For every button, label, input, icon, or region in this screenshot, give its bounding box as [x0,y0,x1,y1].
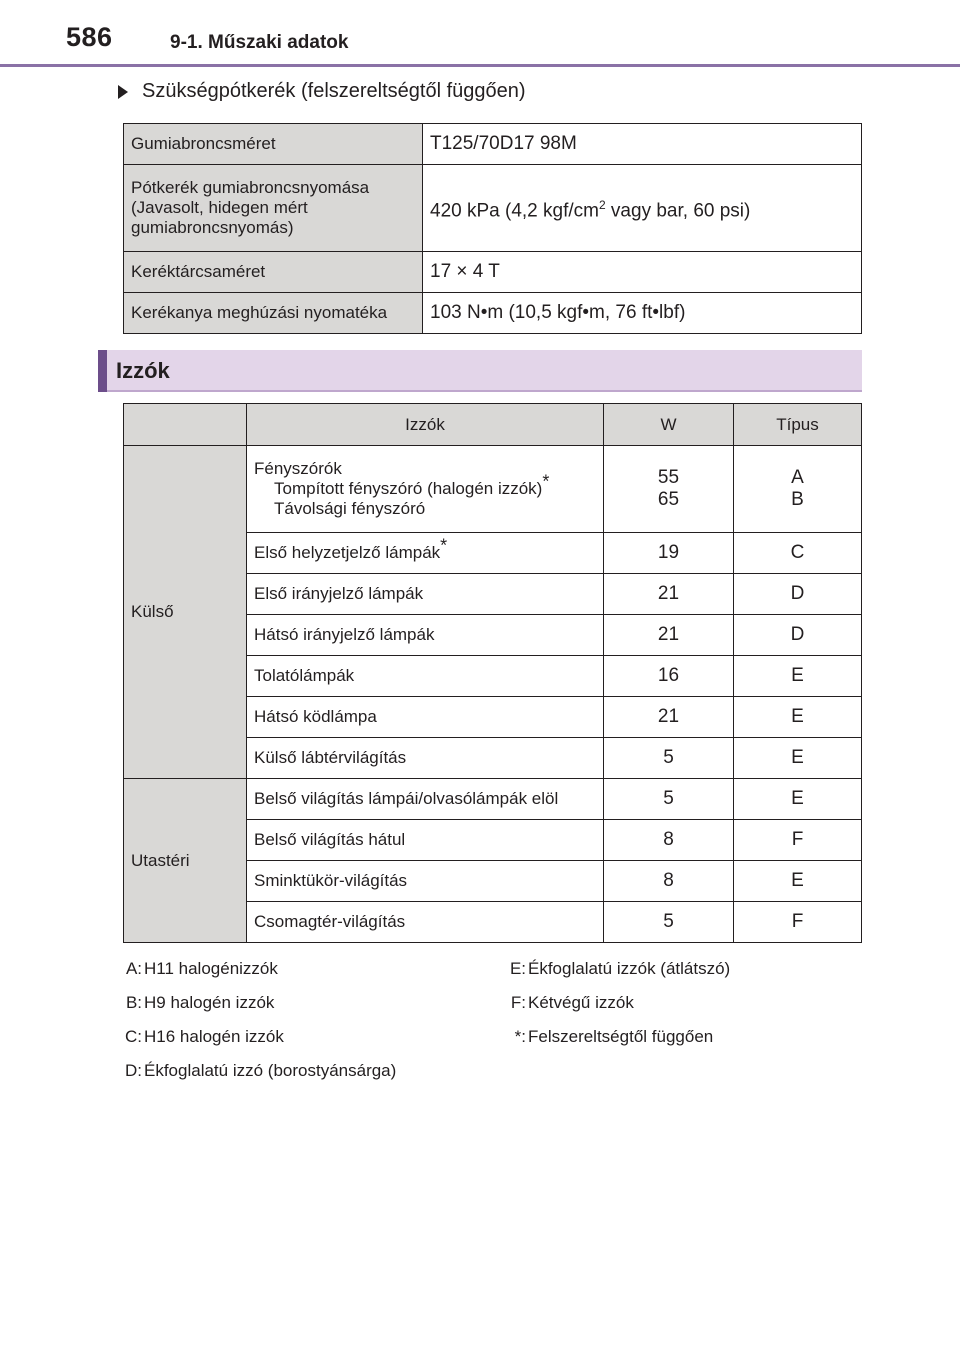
spec-value: 17 × 4 T [423,252,862,293]
spec-key-line: (Javasolt, hidegen mért [131,198,308,217]
headlights-type-cell [734,446,862,533]
table-header-row [124,404,862,446]
legend-item [500,986,730,1020]
bulb-watt: 21 [604,615,734,656]
spec-value: 103 N•m (10,5 kgf•m, 76 ft•lbf) [423,293,862,334]
bulbs-table [123,403,862,943]
legend-text: H9 halogén izzók [144,993,275,1012]
bulb-type: E [734,656,862,697]
spec-key: Gumiabroncsméret [124,124,423,165]
legend-text: Ékfoglalatú izzók (átlátszó) [528,959,731,978]
spec-value [423,165,862,252]
high-beam-type: B [791,489,804,510]
bulb-name: Első irányjelző lámpák [247,574,604,615]
bulb-type: E [734,697,862,738]
triangle-bullet-icon [118,85,128,99]
headlights-watt-cell [604,446,734,533]
bulb-type: F [734,820,862,861]
bulb-watt: 8 [604,861,734,902]
legend-label: E: [509,959,526,978]
bulb-name: Csomagtér-világítás [247,902,604,943]
bulbs-section-banner [98,350,862,392]
headlights-cell [247,446,604,533]
bulb-name: Belső világítás lámpái/olvasólámpák elöl [247,779,604,820]
footnote-mark: * [440,535,448,556]
bulb-watt: 5 [604,779,734,820]
spec-value: T125/70D17 98M [423,124,862,165]
legend-item [116,986,396,1020]
bulb-type: D [734,615,862,656]
bulb-watt: 16 [604,656,734,697]
legend-item [116,1020,396,1054]
legend-label: B: [125,993,142,1012]
pressure-value: 420 kPa (4,2 kgf/cm [430,200,599,222]
legend-text: Felszereltségtől függően [528,1027,714,1046]
bulb-watt: 21 [604,697,734,738]
legend-label: D: [125,1061,142,1080]
table-row [124,779,862,820]
spec-key-line: Pótkerék gumiabroncsnyomása [131,178,370,197]
column-header-type: Típus [734,404,862,446]
table-row [124,252,862,293]
bulb-name: Hátsó ködlámpa [247,697,604,738]
banner-accent-bar [98,350,107,392]
bulb-type: E [734,738,862,779]
high-beam-label: Távolsági fényszóró [274,499,426,518]
bulb-name: Első helyzetjelző lámpák* [247,533,604,574]
legend-text: Kétvégű izzók [528,993,634,1012]
table-row [124,446,862,533]
legend-label: *: [514,1027,526,1046]
headlights-title: Fényszórók [254,459,342,478]
bulb-type: F [734,902,862,943]
bulb-name: Külső lábtérvilágítás [247,738,604,779]
bulb-type-legend-left [116,952,396,1088]
spec-key: Keréktárcsaméret [124,252,423,293]
bulb-type: C [734,533,862,574]
high-beam-watt: 65 [657,489,680,510]
bulb-type-legend-right [500,952,730,1054]
bulb-watt: 5 [604,902,734,943]
footnote-mark: * [542,471,550,492]
legend-text: H11 halogénizzók [144,959,278,978]
bulb-name: Sminktükör-világítás [247,861,604,902]
table-row [124,165,862,252]
bulb-type: D [734,574,862,615]
bulb-type: E [734,779,862,820]
bulb-name: Belső világítás hátul [247,820,604,861]
group-exterior: Külső [124,446,247,779]
low-beam-label: Tompított fényszóró (halogén izzók)* [274,471,550,498]
spec-key: Kerékanya meghúzási nyomatéka [124,293,423,334]
table-row [124,293,862,334]
header-divider [0,64,960,67]
spare-tire-table [123,123,862,334]
table-row [124,124,862,165]
pressure-value-rest: vagy bar, 60 psi) [605,200,751,222]
legend-label: A: [125,959,142,978]
section-title: 9-1. Műszaki adatok [170,32,349,53]
legend-item [116,952,396,986]
column-header-watt: W [604,404,734,446]
low-beam-type: A [791,467,804,488]
bulb-name: Tolatólámpák [247,656,604,697]
spare-tire-heading-text: Szükségpótkerék (felszereltségtől függően) [142,80,526,102]
bulbs-section-title: Izzók [116,358,170,383]
bulb-watt: 5 [604,738,734,779]
legend-item [500,952,730,986]
legend-text: H16 halogén izzók [144,1027,284,1046]
spec-key [124,165,423,252]
pressure-exponent: 2 [598,197,606,212]
legend-item [116,1054,396,1088]
legend-label: C: [125,1027,142,1046]
bulb-watt: 21 [604,574,734,615]
column-header-group [124,404,247,446]
legend-text: Ékfoglalatú izzó (borostyánsárga) [144,1061,397,1080]
bulb-name: Hátsó irányjelző lámpák [247,615,604,656]
bulb-watt: 19 [604,533,734,574]
group-interior: Utastéri [124,779,247,943]
bulb-watt: 8 [604,820,734,861]
low-beam-watt: 55 [657,467,680,488]
legend-item [500,1020,730,1054]
legend-label: F: [510,993,526,1012]
spec-key-line: gumiabroncsnyomás) [131,218,294,237]
spare-tire-heading [118,80,526,103]
column-header-bulbs: Izzók [247,404,604,446]
page-number: 586 [66,22,113,52]
bulb-type: E [734,861,862,902]
page-header [0,0,960,66]
